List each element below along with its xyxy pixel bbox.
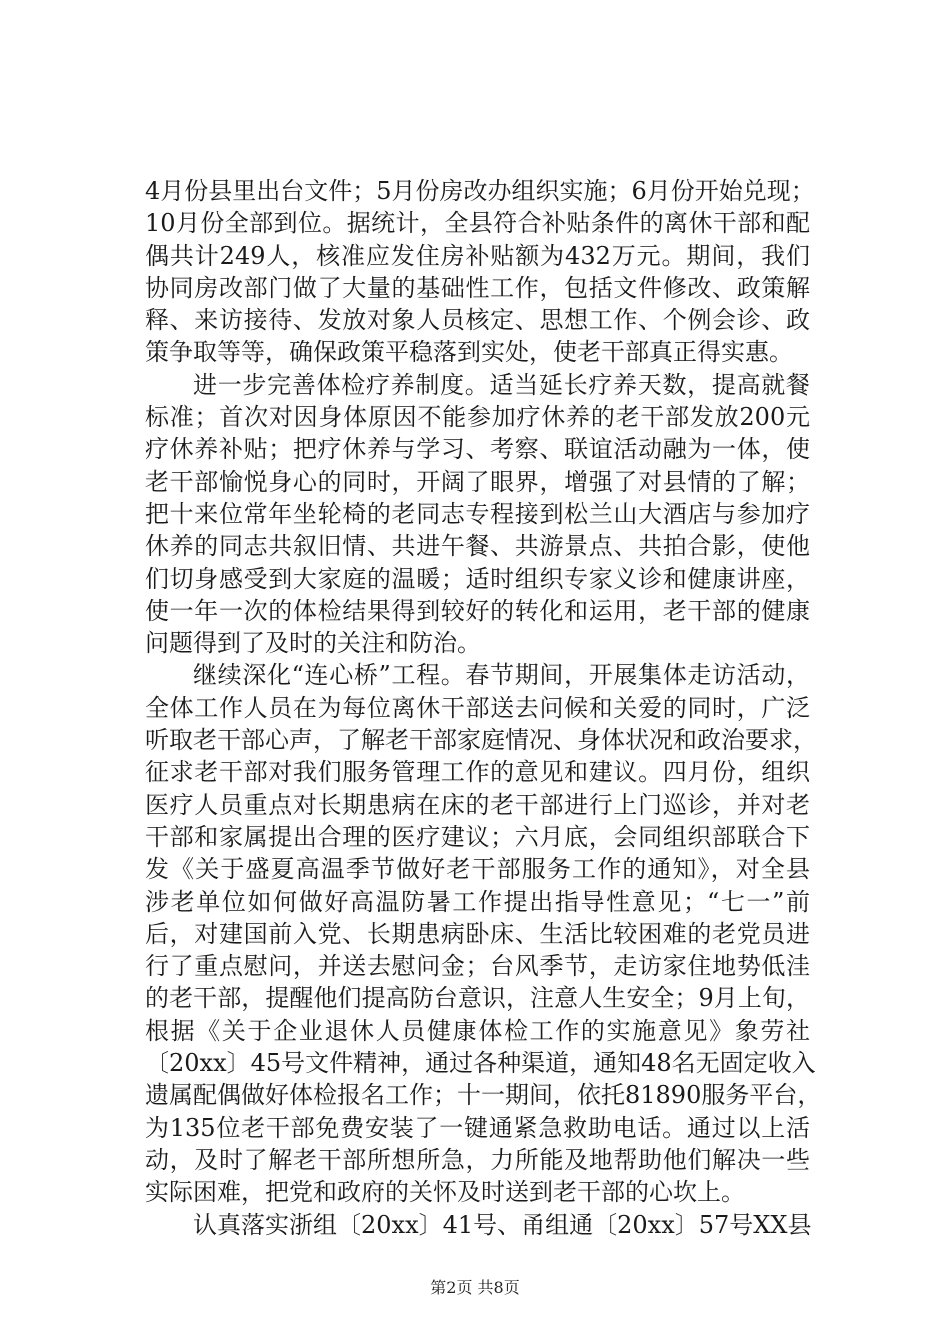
text-line: 的老干部，提醒他们提高防台意识，注意人生安全；9月上旬， [145, 984, 810, 1013]
text-line: 医疗人员重点对长期患病在床的老干部进行上门巡诊，并对老 [145, 790, 810, 819]
text-line: 行了重点慰问，并送去慰问金；台风季节，走访家住地势低洼 [145, 952, 810, 981]
text-line: 〔20xx〕45号文件精神，通过各种渠道，通知48名无固定收入 [145, 1049, 816, 1078]
text-line: 老干部愉悦身心的同时，开阔了眼界，增强了对县情的了解； [145, 467, 810, 496]
text-line: 们切身感受到大家庭的温暖；适时组织专家义诊和健康讲座， [145, 564, 810, 593]
text-line: 发《关于盛夏高温季节做好老干部服务工作的通知》，对全县 [145, 855, 810, 884]
text-line: 偶共计249人，核准应发住房补贴额为432万元。期间，我们 [145, 241, 810, 270]
text-line: 实际困难，把党和政府的关怀及时送到老干部的心坎上。 [145, 1178, 745, 1207]
text-line: 问题得到了及时的关注和防治。 [145, 629, 481, 658]
text-line: 为135位老干部免费安装了一键通紧急救助电话。通过以上活 [145, 1113, 810, 1142]
body-text [145, 175, 822, 1241]
text-line: 涉老单位如何做好高温防暑工作提出指导性意见；“七一”前 [145, 887, 810, 916]
text-line: 标准；首次对因身体原因不能参加疗休养的老干部发放200元 [145, 403, 810, 432]
text-line: 认真落实浙组〔20xx〕41号、甬组通〔20xx〕57号XX县 [193, 1210, 812, 1239]
text-line: 协同房改部门做了大量的基础性工作，包括文件修改、政策解 [145, 273, 810, 302]
text-line: 动，及时了解老干部所想所急，力所能及地帮助他们解决一些 [145, 1145, 810, 1174]
text-line: 策争取等等，确保政策平稳落到实处，使老干部真正得实惠。 [145, 338, 793, 367]
text-line: 进一步完善体检疗养制度。适当延长疗养天数，提高就餐 [193, 370, 810, 399]
text-line: 释、来访接待、发放对象人员核定、思想工作、个例会诊、政 [145, 306, 810, 335]
text-line: 4月份县里出台文件；5月份房改办组织实施；6月份开始兑现； [145, 177, 815, 205]
text-line: 后，对建国前入党、长期患病卧床、生活比较困难的老党员进 [145, 919, 810, 948]
page-footer: 第2页 共8页 [430, 1278, 520, 1297]
text-line: 全体工作人员在为每位离休干部送去问候和关爱的同时，广泛 [145, 693, 810, 722]
text-line: 根据《关于企业退休人员健康体检工作的实施意见》象劳社 [145, 1016, 810, 1045]
text-line: 使一年一次的体检结果得到较好的转化和运用，老干部的健康 [145, 596, 810, 625]
text-line: 10月份全部到位。据统计，全县符合补贴条件的离休干部和配 [145, 209, 810, 238]
text-line: 休养的同志共叙旧情、共进午餐、共游景点、共拍合影，使他 [145, 532, 810, 561]
text-line: 继续深化“连心桥”工程。春节期间，开展集体走访活动， [193, 661, 810, 690]
text-line: 把十来位常年坐轮椅的老同志专程接到松兰山大酒店与参加疗 [145, 499, 810, 528]
text-line: 遗属配偶做好体检报名工作；十一期间，依托81890服务平台， [145, 1081, 822, 1110]
text-line: 听取老干部心声，了解老干部家庭情况、身体状况和政治要求， [145, 726, 817, 755]
text-line: 征求老干部对我们服务管理工作的意见和建议。四月份，组织 [145, 758, 810, 787]
text-line: 干部和家属提出合理的医疗建议；六月底，会同组织部联合下 [145, 822, 810, 851]
text-line: 疗休养补贴；把疗休养与学习、考察、联谊活动融为一体，使 [145, 435, 810, 464]
